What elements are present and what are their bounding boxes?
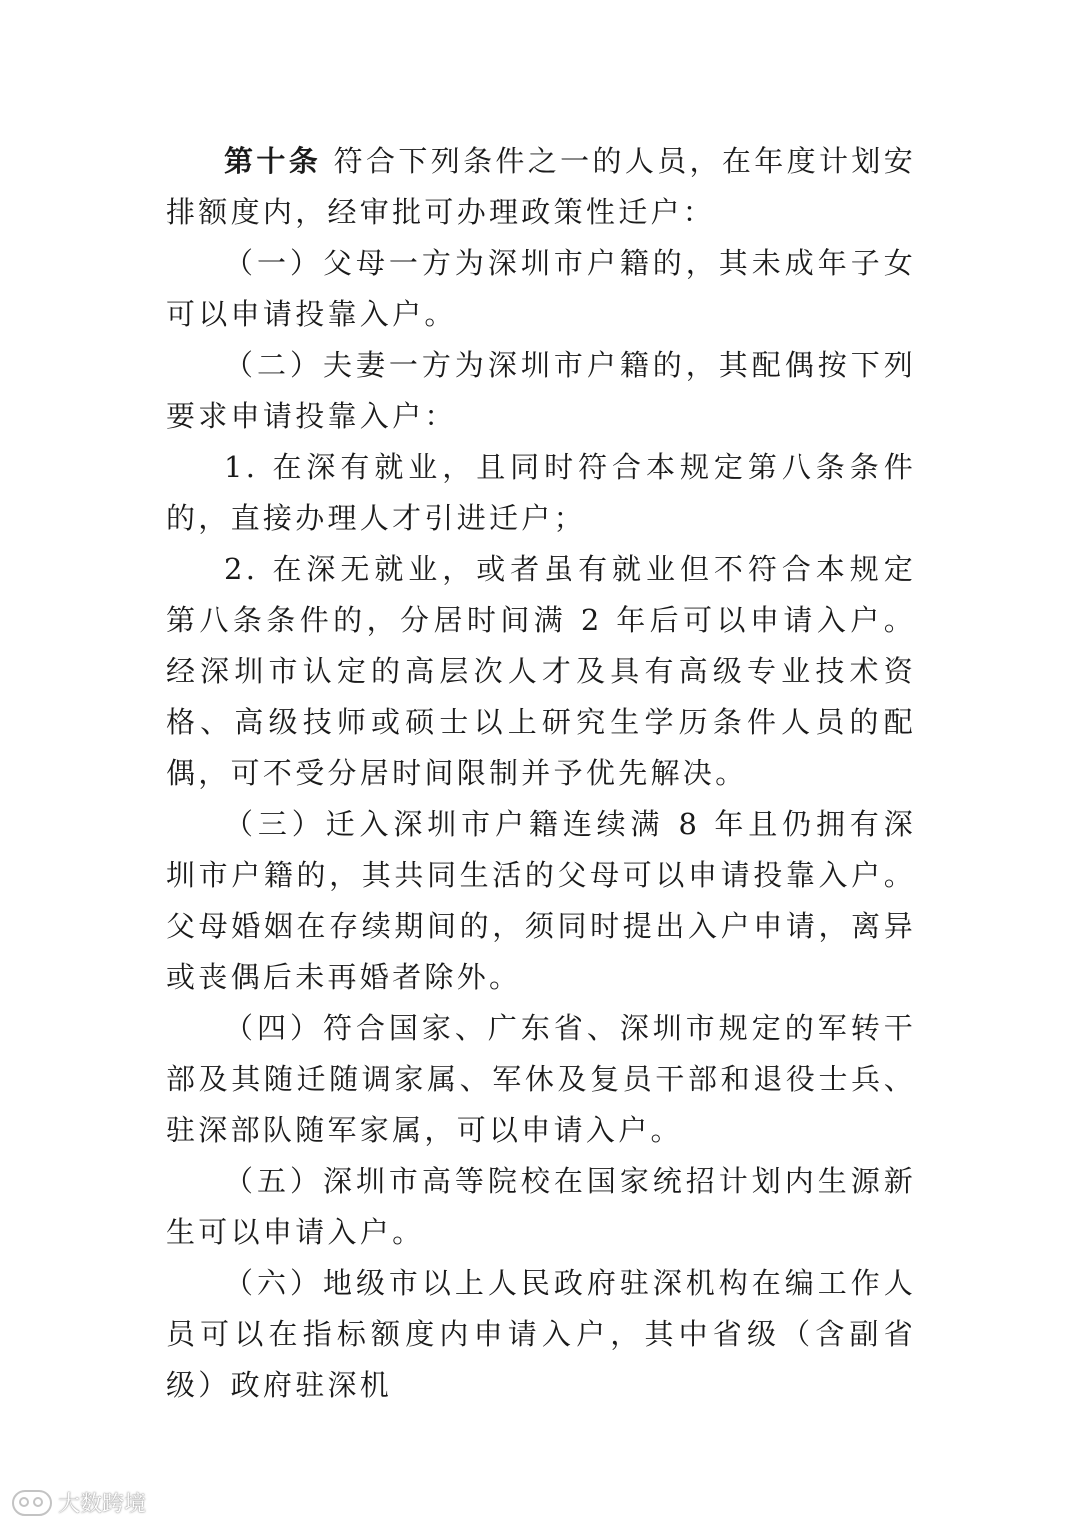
clause-1: （一）父母一方为深圳市户籍的，其未成年子女可以申请投靠入户。 — [166, 246, 916, 331]
clause-4: （四）符合国家、广东省、深圳市规定的军转干部及其随迁随调家属、军休及复员干部和退役士兵、驻深部队随军家属，可以申请入户。 — [166, 1011, 916, 1147]
article-10-intro — [166, 136, 916, 238]
watermark — [12, 1487, 146, 1518]
clause-3: （三）迁入深圳市户籍连续满 8 年且仍拥有深圳市户籍的，其共同生活的父母可以申请投靠入户。父母婚姻在存续期间的，须同时提出入户申请，离异或丧偶后未再婚者除外。 — [166, 807, 916, 994]
clause-5: （五）深圳市高等院校在国家统招计划内生源新生可以申请入户。 — [166, 1164, 916, 1249]
clause-2: （二）夫妻一方为深圳市户籍的，其配偶按下列要求申请投靠入户： — [166, 348, 916, 433]
clause-6: （六）地级市以上人民政府驻深机构在编工作人员可以在指标额度内申请入户，其中省级（含副省级）政府驻深机 — [166, 1266, 916, 1402]
watermark-text: 大数跨境 — [58, 1492, 147, 1517]
clause-2-item-2: 2. 在深无就业，或者虽有就业但不符合本规定第八条条件的，分居时间满 2 年后可以申请入户。经深圳市认定的高层次人才及具有高级专业技术资格、高级技师或硕士以上研究生学历条件人员的配偶，可不受分居时间限制并予优先解决。 — [166, 552, 916, 790]
document-body — [166, 136, 916, 1411]
cloud-logo-icon — [12, 1490, 52, 1516]
clause-2-item-1: 1. 在深有就业，且同时符合本规定第八条条件的，直接办理人才引进迁户； — [166, 450, 916, 535]
article-intro-text: 符合下列条件之一的人员，在年度计划安排额度内，经审批可办理政策性迁户： — [166, 144, 916, 229]
article-heading: 第十条 — [224, 144, 322, 178]
